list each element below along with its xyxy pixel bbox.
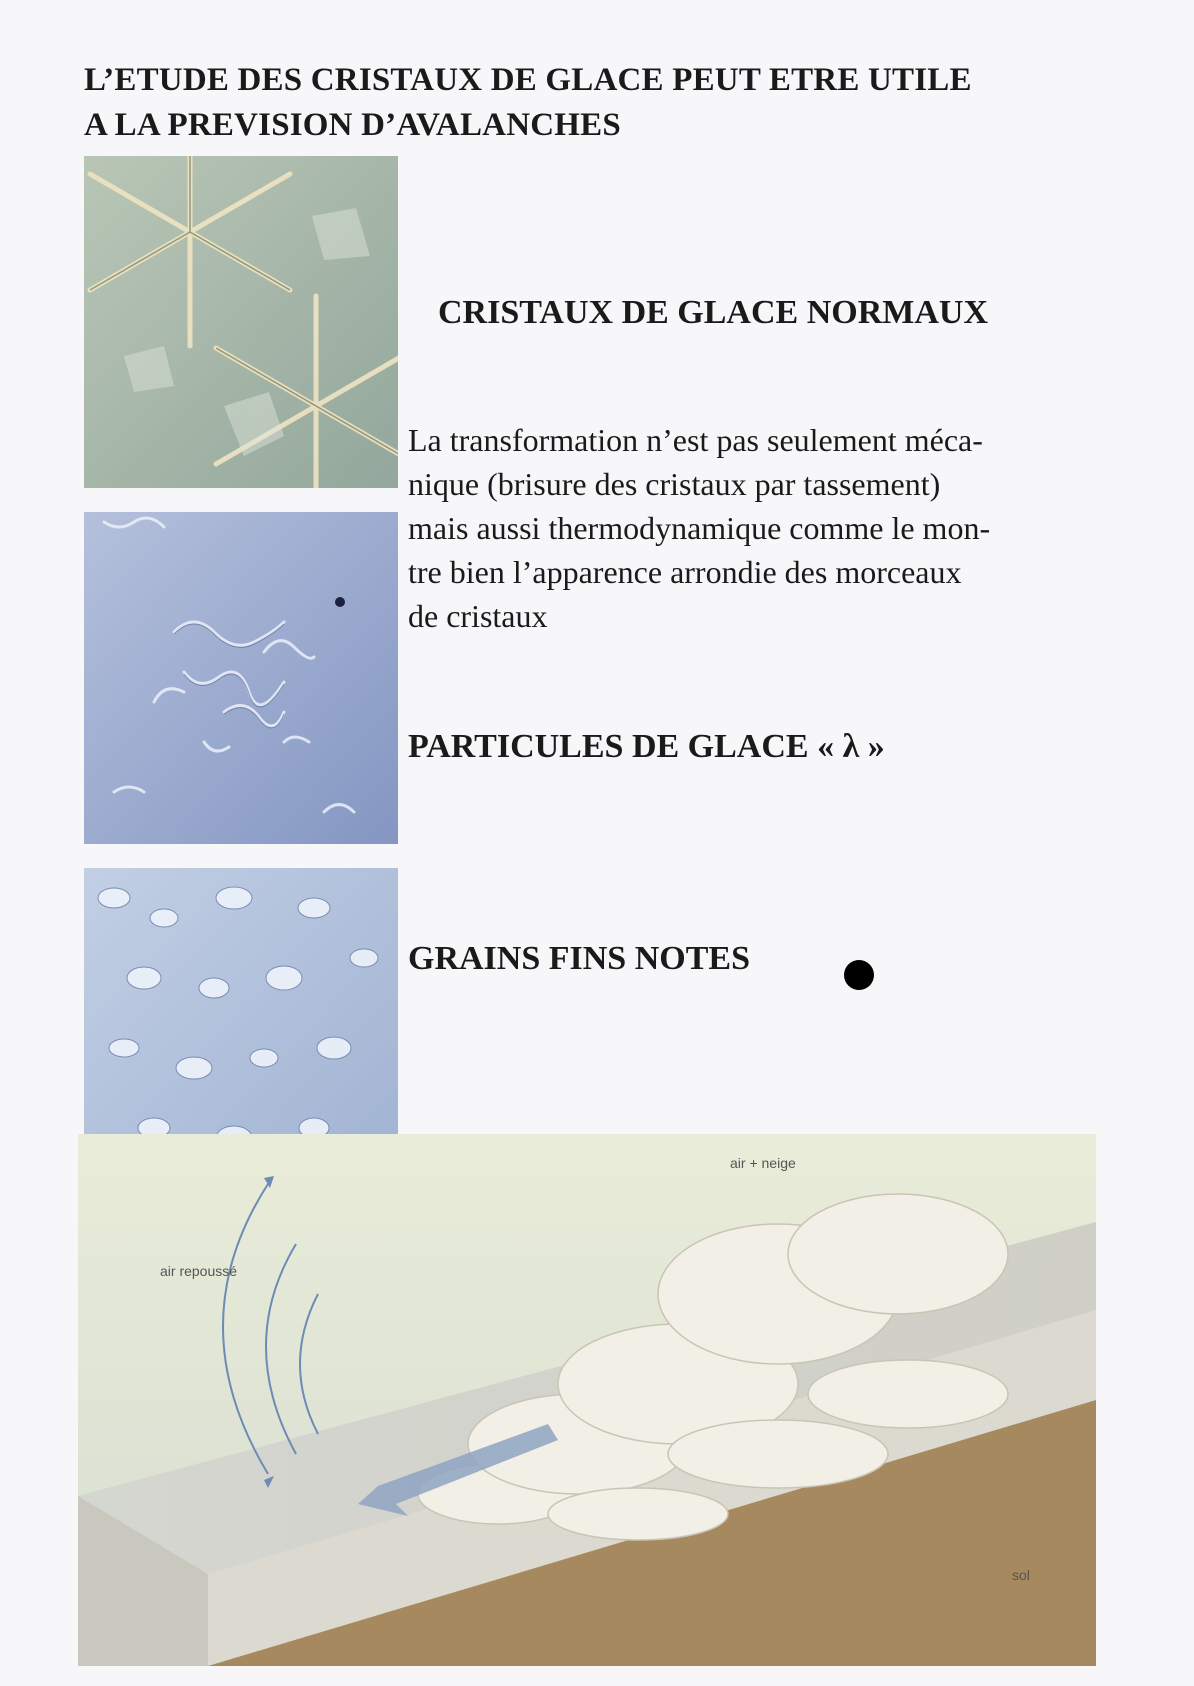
page-title-line-2: A LA PREVISION D’AVALANCHES (84, 107, 621, 143)
label-sol: sol (1012, 1567, 1030, 1583)
page-title (84, 58, 1124, 148)
transformation-paragraph (408, 418, 1108, 638)
paragraph-line: La transformation n’est pas seulement méca- (408, 422, 983, 458)
paragraph-line: tre bien l’apparence arrondie des morceaux (408, 554, 962, 590)
avalanche-illustration (78, 1134, 1096, 1666)
paragraph-line: de cristaux (408, 598, 548, 634)
label-air-neige: air + neige (730, 1155, 796, 1171)
bullet-dot-icon (844, 960, 874, 990)
heading-fine-grains: GRAINS FINS NOTES (408, 940, 750, 977)
label-air-repousse: air repoussé (160, 1263, 238, 1279)
paragraph-line: mais aussi thermodynamique comme le mon- (408, 510, 991, 546)
page-title-line-1: L’ETUDE DES CRISTAUX DE GLACE PEUT ETRE UTILE (84, 62, 972, 98)
ice-particles-photo (84, 512, 398, 844)
heading-ice-particles: PARTICULES DE GLACE « λ » (408, 728, 885, 765)
paragraph-line: nique (brisure des cristaux par tassement) (408, 466, 941, 502)
snowflake-crystal-photo (84, 156, 398, 488)
heading-normal-crystals: CRISTAUX DE GLACE NORMAUX (438, 294, 989, 331)
